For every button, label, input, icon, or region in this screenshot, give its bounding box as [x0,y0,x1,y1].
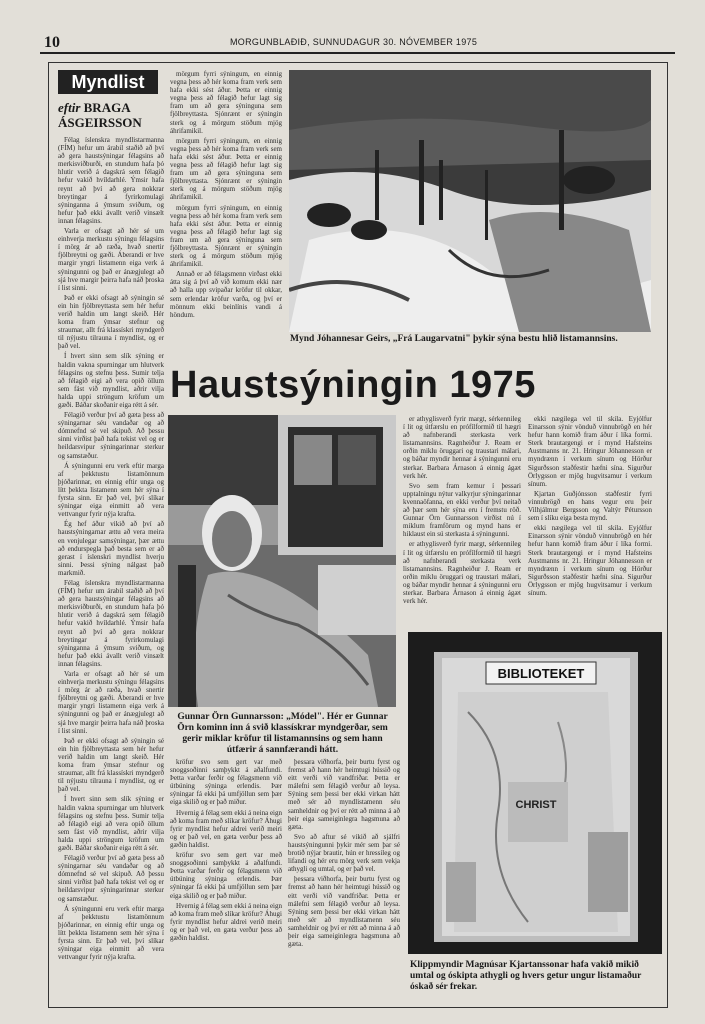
paragraph: Í hvert sinn sem slík sýning er haldin vakna spurningar um hlutverk félagsins og stefnu þess. Sumir telja að félagið eigi að vera opið öllum sem fást við myndlist, aðrir vilja halda uppi ströngum kröfum um gæði. Báðar skoðanir eiga rétt á sér. [58,352,164,409]
paragraph: kröfur svo sem gert var með snoggsoðinni samþykkt á aðalfundi. Þetta varðar ferðir og félagsmenn við útbúning sýninga erlendis. Þær sýningar fá ekki þá umfjöllun sem þær eiga skilið og er það miður. [170,851,282,900]
paragraph: er athyglisverð fyrir margt, sérkennileg í lit og útfærslu en prófílformið til hægri að nafnberandi sterkasta verk listamannsins. Ragnheiður J. Ream er orðin miklu öruggari og traustari málari, og báðar myndir hennar á sýningunni eru sterkar. Barbara Árnason á einnig ágæt verk hér. [403,540,521,606]
poster-text-christ: CHRIST [515,799,557,811]
paragraph: mörgum fyrri sýningum, en einnig vegna þess að hér koma fram verk sem hafa ekki sést áður. Þetta er einnig vegna þess að félagið hefur lagt sig fram um að gera sýninguna sem fjölbreyttasta. Sjónrænt er sýningin sterk og á mörgum stöðum mjög áhrifamikil. [170,70,282,135]
byline [58,100,168,130]
paragraph: Í hvert sinn sem slík sýning er haldin vakna spurningar um hlutverk félagsins og stefnu þess. Sumir telja að félagið eigi að vera opið öllum sem fást við myndlist, aðrir vilja halda uppi ströngum kröfum um gæði. Báðar skoðanir eiga rétt á sér. [58,795,164,852]
text-column-2 [170,70,282,356]
photo-model [168,415,396,707]
caption-collage: Klippmyndir Magnúsar Kjartanssonar hafa vakið mikið umtal og óskipta athygli og hvers getur ungur listamaður óskað sér frekar. [410,960,642,992]
paragraph: Varla er ofsagt að hér sé um einhverja merkustu sýningu félagsins í mörg ár að ræða, hvað snertir fjölbreytni og gæði. Áberandi er hve margir yngri listamenn eiga verk á sýningunni og það er ánægjulegt að sjá hve margir þeirra hafa náð þroska í list sinni. [58,670,164,735]
text-column-1 [58,136,164,1002]
section-label: Myndlist [58,70,158,94]
paragraph: Það er ekki ofsagt að sýningin sé ein hin fjölbreyttasta sem hér hefur verið haldin um langt skeið. Hér koma fram ýmsar stefnur og straumar, allt frá klassískri myndgerð til nýjustu tilrauna í myndlist, og er það vel. [58,736,164,794]
page-number: 10 [44,34,60,51]
text-column-3 [403,415,521,620]
paragraph: Annað er að félagsmenn virðast ekki átta sig á því að við komum ekki nær að halla upp svipaðar kröfur til okkar, sem erlendar kröfur varða, og því er mönnum ekki beinlínis vandi á höndum. [170,270,282,319]
paragraph: Félag íslenskra myndlistarmanna (FÍM) hefur um árabil staðið að því að gera haustsýningar félagsins að merkisviðburði, en stundum hafa þó hlutir verið á dagskrá sem félagið hefur vakið hvíldarhlé. Ýmsir hafa reynt að því að gera nokkrar breytingar á fyrirkomulagi sýninganna á ýmsum sviðum, og hefur það ekki ávallt verið vinsælt innan félagsins. [58,578,164,668]
paragraph: mörgum fyrri sýningum, en einnig vegna þess að hér koma fram verk sem hafa ekki sést áður. Þetta er einnig vegna þess að félagið hefur lagt sig fram um að gera sýninguna sem fjölbreyttasta. Sjónrænt er sýningin sterk og á mörgum stöðum mjög áhrifamikil. [170,203,282,269]
paragraph: Varla er ofsagt að hér sé um einhverja merkustu sýningu félagsins í mörg ár að ræða, hvað snertir fjölbreytni og gæði. Áberandi er hve margir yngri listamenn eiga verk á sýningunni og það er ánægjulegt að sjá hve margir þeirra hafa náð þroska í list sinni. [58,227,164,292]
text-column-5 [170,758,282,1004]
paragraph: Félag íslenskra myndlistarmanna (FÍM) hefur um árabil staðið að því að gera haustsýningar félagsins að merkisviðburði, en stundum hafa þó hlutir verið á dagskrá sem félagið hefur vakið hvíldarhlé. Ýmsir hafa reynt að því að gera nokkrar breytingar á fyrirkomulagi sýninganna á ýmsum sviðum, og hefur það ekki ávallt verið vinsælt innan félagsins. [58,136,164,225]
photo-collage [408,632,662,954]
landscape-painting-image [289,70,651,332]
paragraph: Hvernig á félag sem ekki á neina eign að koma fram með slíkar kröfur? Áhugi fyrir myndlist hefur aldrei verið meiri og er það vel, en gæta verður þess að gæðin haldist. [170,808,282,849]
paragraph: mörgum fyrri sýningum, en einnig vegna þess að hér koma fram verk sem hafa ekki sést áður. Þetta er einnig vegna þess að félagið hefur lagt sig fram um að gera sýninguna sem fjölbreyttasta. Sjónrænt er sýningin sterk og á mörgum stöðum mjög áhrifamikil. [170,136,282,202]
paragraph: ekki nægilega vel til skila. Eyjólfur Einarsson sýnir vönduð vinnubrögð en hér hefur hann komið fram áður í líka formi. Sterk brautargengi er í mynd Hafsteins Austmanns nr. 21. Hringur Jóhannesson er myndrænn í verkum sínum og Hörður Sigurðsson staðfestir hæfni sína. Sigurður Örlygsson er mjög hugvitsamur í verkum sínum. [528,524,652,597]
masthead: MORGUNBLAÐIÐ, SUNNUDAGUR 30. NÓVEMBER 1975 [230,37,478,47]
poster-text-biblioteket: BIBLIOTEKET [497,666,585,681]
paragraph: Kjartan Guðjónsson staðfestir fyrri vinnubrögð en hans vegur eru þeir Vilhjálmur Bergsson og Valtýr Pétursson sem í slíku eiga besta mynd. [528,489,652,523]
paragraph: Félagið verður því að gæta þess að sýningarnar séu vandaðar og að dómnefnd sé vel skipuð. Að þessu sinni virðist það hafa tekist vel og er heildarsvipur sýningarinnar sterkur og samstæður. [58,411,164,460]
headline: Haustsýningin 1975 [170,364,536,406]
byline-prefix: eftir [58,100,81,115]
collage-image [408,632,662,954]
paragraph: ekki nægilega vel til skila. Eyjólfur Einarsson sýnir vönduð vinnubrögð en hér hefur hann komið fram áður í líka formi. Sterk brautargengi er í mynd Hafsteins Austmanns nr. 21. Hringur Jóhannesson er myndrænn í verkum sínum og Hörður Sigurðsson staðfestir hæfni sína. Sigurður Örlygsson er mjög hugvitsamur í verkum sínum. [528,415,652,488]
paragraph: Á sýningunni eru verk eftir marga af þekktustu listamönnum þjóðarinnar, en einnig eftir unga og lítt þekkta listamenn sem hér sýna í fyrsta sinn. Er það vel, því slíkar sýningar eiga einmitt að vera vettvangur fyrir nýja krafta. [58,904,164,962]
paragraph: Á sýningunni eru verk eftir marga af þekktustu listamönnum þjóðarinnar, en einnig eftir unga og lítt þekkta listamenn sem hér sýna í fyrsta sinn. Er það vel, því slíkar sýningar eiga einmitt að vera vettvangur fyrir nýja krafta. [58,461,164,519]
paragraph: Svo að aftur sé vikið að sjálfri haustsýningunni þykir mér sem þar sé brotið nýjar brautir, hún er hressileg og lifandi og hér eru mörg verk sem vekja athygli og umtal, og er það vel. [288,832,400,874]
photo-laugarvatn [289,70,651,332]
paragraph: kröfur svo sem gert var með snoggsoðinni samþykkt á aðalfundi. Þetta varðar ferðir og félagsmenn við útbúning sýninga erlendis. Þær sýningar fá ekki þá umfjöllun sem þær eiga skilið og er það miður. [170,758,282,807]
header-rule [40,52,675,54]
paragraph: Svo sem fram kemur í þessari upptalningu nýtur valkyrjur sýningarinnar kvennaöfanna, en ekki verður því neitað að þær sem hér sýna eru í fremstu röð. Gunnar Örn Gunnarsson virðist nú í miklum framförum og mynd hans er hiklaust ein sú sterkasta á sýningunni. [403,481,521,539]
paragraph: Það er ekki ofsagt að sýningin sé ein hin fjölbreyttasta sem hér hefur verið haldin um langt skeið. Hér koma fram ýmsar stefnur og straumar, allt frá klassískri myndgerð til nýjustu tilrauna í myndlist, og er það vel. [58,293,164,351]
byline-name: BRAGA ÁSGEIRSSON [58,100,142,130]
text-column-6 [288,758,400,1004]
paragraph: Hvernig á félag sem ekki á neina eign að koma fram með slíkar kröfur? Áhugi fyrir myndlist hefur aldrei verið meiri og er það vel, en gæta verður þess að gæðin haldist. [170,901,282,942]
caption-model: Gunnar Örn Gunnarsson: „Módel". Hér er Gunnar Örn kominn inn á svið klassískrar myndgerðar, sem gerir miklar kröfur til listamannsins og sem hann útfærir á sannfærandi hátt. [177,712,388,755]
paragraph: Ég hef áður vikið að því að haustsýningarnar ættu að vera meira en venjulegar samsýningar, þær ættu að endurspegla það besta sem er að gerast í íslenskri myndlist hverju sinni. Þessi sýning nálgast það markmið. [58,520,164,577]
paragraph: er athyglisverð fyrir margt, sérkennileg í lit og útfærslu en prófílformið til hægri að nafnberandi sterkasta verk listamannsins. Ragnheiður J. Ream er orðin miklu öruggari og traustari málari, og báðar myndir hennar á sýningunni eru sterkar. Barbara Árnason á einnig ágæt verk hér. [403,415,521,480]
paragraph: Félagið verður því að gæta þess að sýningarnar séu vandaðar og að dómnefnd sé vel skipuð. Að þessu sinni virðist það hafa tekist vel og er heildarsvipur sýningarinnar sterkur og samstæður. [58,854,164,903]
model-painting-image [168,415,396,707]
caption-laugarvatn: Mynd Jóhannesar Geirs, „Frá Laugarvatni" þykir sýna bestu hlið listamannsins. [290,334,618,344]
paragraph: þessara viðhorfa, þeir burtu fyrst og fremst að hann hér heimtugi hússið og eitt verði við vandfriðar. Þetta er málefni sem félagið verður að leysa. Sýning sem þessi ber ekki virkan hátt með sér að myndlistamenn séu samheldnir og því er rétt að minna á að þeir eiga sameiginlegra hagsmuna að gæta. [288,758,400,831]
paragraph: þessara viðhorfa, þeir burtu fyrst og fremst að hann hér heimtugi hússið og eitt verði við vandfriðar. Þetta er málefni sem félagið verður að leysa. Sýning sem þessi ber ekki virkan hátt með sér að myndlistamenn séu samheldnir og því er rétt að minna á að þeir eiga sameiginlegra hagsmuna að gæta. [288,875,400,949]
